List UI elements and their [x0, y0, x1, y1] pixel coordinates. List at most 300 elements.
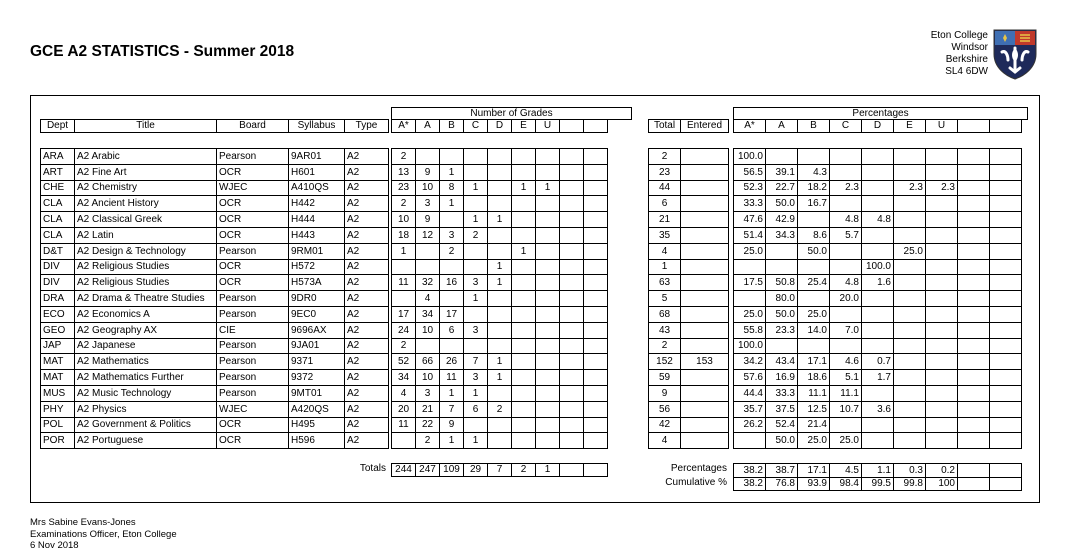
cumulative-percentage-cell: 76.8 [765, 477, 798, 491]
grade-count-cell [535, 195, 560, 212]
total-cell: 23 [648, 164, 681, 181]
entered-cell [680, 211, 729, 228]
grade-count-cell: 10 [391, 211, 416, 228]
title-cell: A2 Japanese [74, 338, 217, 354]
grade-column-header: A [415, 119, 440, 133]
grade-count-cell [511, 274, 536, 291]
syllabus-cell: H442 [288, 195, 345, 212]
board-cell: Pearson [216, 290, 289, 307]
percentage-cell: 52.4 [765, 417, 798, 433]
grade-count-cell: 8 [439, 180, 464, 196]
percentage-cell [861, 417, 894, 433]
dept-cell: ECO [40, 306, 75, 323]
grade-count-cell [559, 259, 584, 275]
type-cell: A2 [344, 164, 389, 181]
cumulative-percentage-cell: 99.8 [893, 477, 926, 491]
grade-count-cell: 1 [511, 180, 536, 196]
cumulative-percentage-cell: 99.5 [861, 477, 894, 491]
percentages-label: Percentages [670, 463, 727, 474]
board-cell: OCR [216, 432, 289, 449]
percentages-group-header: Percentages [733, 107, 1028, 120]
percentage-cell [893, 227, 926, 244]
entered-cell [680, 290, 729, 307]
grade-count-cell [559, 211, 584, 228]
grade-column-header: C [463, 119, 488, 133]
grade-count-cell: 52 [391, 353, 416, 370]
percentage-cell [829, 259, 862, 275]
grade-count-cell: 4 [391, 385, 416, 402]
school-crest-icon [992, 28, 1038, 80]
percentage-cell [989, 322, 1022, 339]
percentage-cell: 5.7 [829, 227, 862, 244]
percentage-column-header: B [797, 119, 830, 133]
total-cell: 43 [648, 322, 681, 339]
grade-count-cell [487, 227, 512, 244]
title-cell: A2 Mathematics [74, 353, 217, 370]
grade-count-cell [535, 401, 560, 418]
grade-count-cell [439, 290, 464, 307]
grade-count-cell [559, 322, 584, 339]
percentage-cell [829, 243, 862, 260]
title-cell: A2 Design & Technology [74, 243, 217, 260]
percentage-cell: 43.4 [765, 353, 798, 370]
percentage-cell [893, 432, 926, 449]
grade-count-cell [511, 322, 536, 339]
syllabus-column-header: Syllabus [288, 119, 345, 133]
grade-count-cell: 4 [415, 290, 440, 307]
grade-count-cell [511, 353, 536, 370]
total-cell: 2 [648, 338, 681, 354]
board-cell: CIE [216, 322, 289, 339]
board-cell: WJEC [216, 180, 289, 196]
percentage-cell [989, 180, 1022, 196]
percentage-cell [861, 243, 894, 260]
grade-count-cell [559, 417, 584, 433]
percentage-cell [797, 148, 830, 165]
grade-count-cell [535, 290, 560, 307]
entered-cell [680, 417, 729, 433]
grade-count-cell [583, 227, 608, 244]
dept-cell: MUS [40, 385, 75, 402]
percentage-cell: 25.0 [797, 306, 830, 323]
footer-line: Mrs Sabine Evans-Jones [30, 517, 136, 528]
percentage-cell [829, 195, 862, 212]
total-grade-cell: 1 [535, 463, 560, 477]
type-cell: A2 [344, 369, 389, 386]
grade-count-cell [559, 195, 584, 212]
grade-column-header: D [487, 119, 512, 133]
percentage-cell: 2.3 [829, 180, 862, 196]
total-percentage-cell: 38.2 [733, 463, 766, 478]
syllabus-cell: 9RM01 [288, 243, 345, 260]
percentage-cell [957, 306, 990, 323]
grade-count-cell: 9 [415, 211, 440, 228]
entered-cell [680, 432, 729, 449]
grade-count-cell [487, 243, 512, 260]
dept-cell: GEO [40, 322, 75, 339]
board-column-header: Board [216, 119, 289, 133]
percentage-cell [957, 369, 990, 386]
syllabus-cell: A410QS [288, 180, 345, 196]
percentage-cell: 50.0 [765, 195, 798, 212]
grade-count-cell [559, 290, 584, 307]
percentage-cell [989, 290, 1022, 307]
grade-count-cell: 1 [463, 180, 488, 196]
title-cell: A2 Classical Greek [74, 211, 217, 228]
grade-count-cell [583, 306, 608, 323]
percentage-cell [861, 180, 894, 196]
percentage-cell: 26.2 [733, 417, 766, 433]
total-cell: 152 [648, 353, 681, 370]
grade-count-cell [511, 369, 536, 386]
grade-count-cell: 1 [439, 385, 464, 402]
grade-count-cell [487, 180, 512, 196]
percentage-cell [957, 353, 990, 370]
grade-count-cell: 20 [391, 401, 416, 418]
grade-count-cell [439, 259, 464, 275]
grade-count-cell [535, 148, 560, 165]
grade-count-cell: 2 [439, 243, 464, 260]
total-grade-cell: 109 [439, 463, 464, 477]
grade-count-cell: 10 [415, 180, 440, 196]
percentage-cell: 57.6 [733, 369, 766, 386]
grade-count-cell: 2 [415, 432, 440, 449]
grade-count-cell [511, 148, 536, 165]
percentage-cell: 16.7 [797, 195, 830, 212]
grade-count-cell [583, 385, 608, 402]
entered-cell: 153 [680, 353, 729, 370]
grade-count-cell: 1 [439, 164, 464, 181]
percentage-cell [925, 195, 958, 212]
type-cell: A2 [344, 417, 389, 433]
percentage-cell: 34.3 [765, 227, 798, 244]
title-cell: A2 Drama & Theatre Studies [74, 290, 217, 307]
page-title: GCE A2 STATISTICS - Summer 2018 [30, 43, 295, 60]
percentage-cell: 8.6 [797, 227, 830, 244]
total-percentage-cell: 0.3 [893, 463, 926, 478]
total-grade-cell: 29 [463, 463, 488, 477]
grade-count-cell [487, 432, 512, 449]
percentage-cell [957, 417, 990, 433]
percentage-cell: 25.0 [733, 306, 766, 323]
total-cell: 4 [648, 243, 681, 260]
percentage-cell [861, 164, 894, 181]
grade-count-cell [463, 148, 488, 165]
percentage-cell [989, 306, 1022, 323]
grade-count-cell [415, 338, 440, 354]
percentage-column-header: A* [733, 119, 766, 133]
footer-line: 6 Nov 2018 [30, 540, 79, 551]
percentage-cell [797, 259, 830, 275]
grade-count-cell: 1 [391, 243, 416, 260]
board-cell: Pearson [216, 369, 289, 386]
total-cell: 4 [648, 432, 681, 449]
type-cell: A2 [344, 227, 389, 244]
grade-count-cell: 11 [391, 417, 416, 433]
entered-cell [680, 338, 729, 354]
percentage-cell [989, 148, 1022, 165]
board-cell: WJEC [216, 401, 289, 418]
percentage-cell [765, 259, 798, 275]
grade-count-cell: 7 [439, 401, 464, 418]
grade-count-cell: 2 [391, 338, 416, 354]
percentage-cell [861, 385, 894, 402]
percentage-cell [957, 148, 990, 165]
grade-count-cell [511, 227, 536, 244]
total-cell: 1 [648, 259, 681, 275]
grade-count-cell [511, 385, 536, 402]
syllabus-cell: H443 [288, 227, 345, 244]
percentage-cell: 4.3 [797, 164, 830, 181]
entered-cell [680, 164, 729, 181]
cumulative-percentage-cell: 38.2 [733, 477, 766, 491]
board-cell: OCR [216, 227, 289, 244]
grade-count-cell [415, 148, 440, 165]
entered-cell [680, 274, 729, 291]
total-grade-cell: 2 [511, 463, 536, 477]
grade-count-cell: 1 [439, 432, 464, 449]
grade-count-cell [559, 227, 584, 244]
percentage-cell: 56.5 [733, 164, 766, 181]
percentage-cell [989, 164, 1022, 181]
total-column-header: Total [648, 119, 681, 133]
percentage-cell [989, 401, 1022, 418]
grade-count-cell [439, 338, 464, 354]
percentage-cell [989, 274, 1022, 291]
grade-count-cell: 2 [391, 195, 416, 212]
syllabus-cell: 9AR01 [288, 148, 345, 165]
grade-count-cell [487, 338, 512, 354]
grade-count-cell: 7 [463, 353, 488, 370]
grade-count-cell [583, 195, 608, 212]
grade-count-cell: 3 [463, 322, 488, 339]
type-column-header: Type [344, 119, 389, 133]
total-grade-cell: 7 [487, 463, 512, 477]
grade-count-cell [583, 322, 608, 339]
percentage-column-header: A [765, 119, 798, 133]
dept-cell: DIV [40, 259, 75, 275]
grade-count-cell [535, 322, 560, 339]
percentage-cell: 4.8 [829, 211, 862, 228]
percentage-cell [957, 322, 990, 339]
grade-count-cell [583, 211, 608, 228]
board-cell: OCR [216, 211, 289, 228]
type-cell: A2 [344, 211, 389, 228]
grade-count-cell: 10 [415, 322, 440, 339]
dept-cell: JAP [40, 338, 75, 354]
grade-count-cell: 1 [463, 385, 488, 402]
percentage-cell [861, 432, 894, 449]
grade-count-cell [463, 417, 488, 433]
percentage-cell [989, 259, 1022, 275]
grade-count-cell [583, 180, 608, 196]
percentage-cell [925, 274, 958, 291]
grade-column-header: U [535, 119, 560, 133]
total-percentage-cell [957, 463, 990, 478]
grade-count-cell [535, 227, 560, 244]
grade-count-cell: 3 [463, 274, 488, 291]
percentage-cell: 2.3 [893, 180, 926, 196]
dept-cell: CLA [40, 195, 75, 212]
address-line: SL4 6DW [945, 66, 988, 77]
syllabus-cell: 9DR0 [288, 290, 345, 307]
grade-count-cell [535, 306, 560, 323]
percentage-cell [957, 180, 990, 196]
entered-cell [680, 227, 729, 244]
grade-count-cell [463, 338, 488, 354]
grade-count-cell [487, 195, 512, 212]
grade-count-cell: 21 [415, 401, 440, 418]
board-cell: OCR [216, 417, 289, 433]
grade-count-cell [463, 195, 488, 212]
percentage-cell [925, 322, 958, 339]
percentage-cell [861, 148, 894, 165]
grades-group-header: Number of Grades [391, 107, 632, 120]
percentage-cell: 25.0 [733, 243, 766, 260]
grade-count-cell: 1 [487, 211, 512, 228]
title-cell: A2 Religious Studies [74, 274, 217, 291]
percentage-cell [893, 306, 926, 323]
percentage-column-header [957, 119, 990, 133]
grade-count-cell: 9 [439, 417, 464, 433]
title-cell: A2 Chemistry [74, 180, 217, 196]
percentage-cell [829, 306, 862, 323]
grade-count-cell: 9 [415, 164, 440, 181]
grade-count-cell: 3 [415, 385, 440, 402]
percentage-cell [893, 353, 926, 370]
percentage-cell: 18.6 [797, 369, 830, 386]
board-cell: Pearson [216, 148, 289, 165]
grade-count-cell [511, 211, 536, 228]
grade-count-cell [583, 274, 608, 291]
percentage-cell [893, 259, 926, 275]
percentage-cell [861, 195, 894, 212]
percentage-cell [957, 338, 990, 354]
percentage-cell [829, 164, 862, 181]
grade-count-cell [559, 338, 584, 354]
grade-count-cell: 1 [463, 211, 488, 228]
grade-count-cell [487, 290, 512, 307]
board-cell: Pearson [216, 243, 289, 260]
type-cell: A2 [344, 322, 389, 339]
percentage-cell: 39.1 [765, 164, 798, 181]
total-cell: 56 [648, 401, 681, 418]
grade-count-cell [439, 148, 464, 165]
grade-count-cell [511, 290, 536, 307]
syllabus-cell: H601 [288, 164, 345, 181]
grade-count-cell: 1 [463, 290, 488, 307]
grade-column-header [559, 119, 584, 133]
entered-cell [680, 148, 729, 165]
syllabus-cell: H444 [288, 211, 345, 228]
grade-count-cell: 34 [415, 306, 440, 323]
percentage-cell [989, 353, 1022, 370]
total-grade-cell [559, 463, 584, 477]
percentage-cell [957, 195, 990, 212]
percentage-cell [989, 369, 1022, 386]
percentage-cell: 52.3 [733, 180, 766, 196]
percentage-cell: 16.9 [765, 369, 798, 386]
type-cell: A2 [344, 259, 389, 275]
board-cell: Pearson [216, 338, 289, 354]
percentage-cell [925, 353, 958, 370]
entered-cell [680, 385, 729, 402]
grade-count-cell: 22 [415, 417, 440, 433]
percentage-cell [957, 274, 990, 291]
percentage-cell: 50.0 [797, 243, 830, 260]
grade-count-cell [487, 164, 512, 181]
percentage-cell [765, 243, 798, 260]
percentage-cell [893, 164, 926, 181]
total-cell: 6 [648, 195, 681, 212]
syllabus-cell: H572 [288, 259, 345, 275]
dept-cell: POL [40, 417, 75, 433]
title-cell: A2 Fine Art [74, 164, 217, 181]
percentage-cell [925, 338, 958, 354]
percentage-cell [925, 148, 958, 165]
percentage-cell: 0.7 [861, 353, 894, 370]
percentage-cell [957, 432, 990, 449]
percentage-cell [925, 227, 958, 244]
percentage-column-header [989, 119, 1022, 133]
percentage-cell [893, 290, 926, 307]
grade-count-cell [391, 290, 416, 307]
address-line: Windsor [951, 42, 988, 53]
percentage-cell: 18.2 [797, 180, 830, 196]
percentage-column-header: C [829, 119, 862, 133]
grade-count-cell: 1 [511, 243, 536, 260]
percentage-cell [829, 338, 862, 354]
total-cell: 59 [648, 369, 681, 386]
percentage-cell [893, 369, 926, 386]
grade-count-cell [535, 369, 560, 386]
dept-cell: PHY [40, 401, 75, 418]
grade-count-cell: 11 [439, 369, 464, 386]
grade-count-cell: 17 [391, 306, 416, 323]
percentage-cell [829, 417, 862, 433]
percentage-cell: 3.6 [861, 401, 894, 418]
totals-label: Totals [359, 463, 386, 474]
dept-cell: CHE [40, 180, 75, 196]
percentage-cell [957, 290, 990, 307]
grade-count-cell [535, 338, 560, 354]
grade-count-cell [559, 243, 584, 260]
grade-count-cell [559, 274, 584, 291]
total-cell: 2 [648, 148, 681, 165]
grade-count-cell [583, 401, 608, 418]
grade-count-cell [583, 164, 608, 181]
address-line: Eton College [930, 30, 988, 41]
grade-count-cell: 12 [415, 227, 440, 244]
entered-cell [680, 369, 729, 386]
percentage-cell [925, 385, 958, 402]
syllabus-cell: H573A [288, 274, 345, 291]
total-cell: 44 [648, 180, 681, 196]
grade-count-cell: 6 [439, 322, 464, 339]
grade-column-header: B [439, 119, 464, 133]
grade-count-cell [535, 432, 560, 449]
grade-count-cell: 32 [415, 274, 440, 291]
percentage-cell: 4.8 [829, 274, 862, 291]
percentage-cell: 80.0 [765, 290, 798, 307]
percentage-cell: 33.3 [733, 195, 766, 212]
percentage-cell [733, 432, 766, 449]
percentage-cell [861, 227, 894, 244]
entered-cell [680, 259, 729, 275]
percentage-cell: 1.7 [861, 369, 894, 386]
percentage-cell [957, 259, 990, 275]
syllabus-cell: 9696AX [288, 322, 345, 339]
